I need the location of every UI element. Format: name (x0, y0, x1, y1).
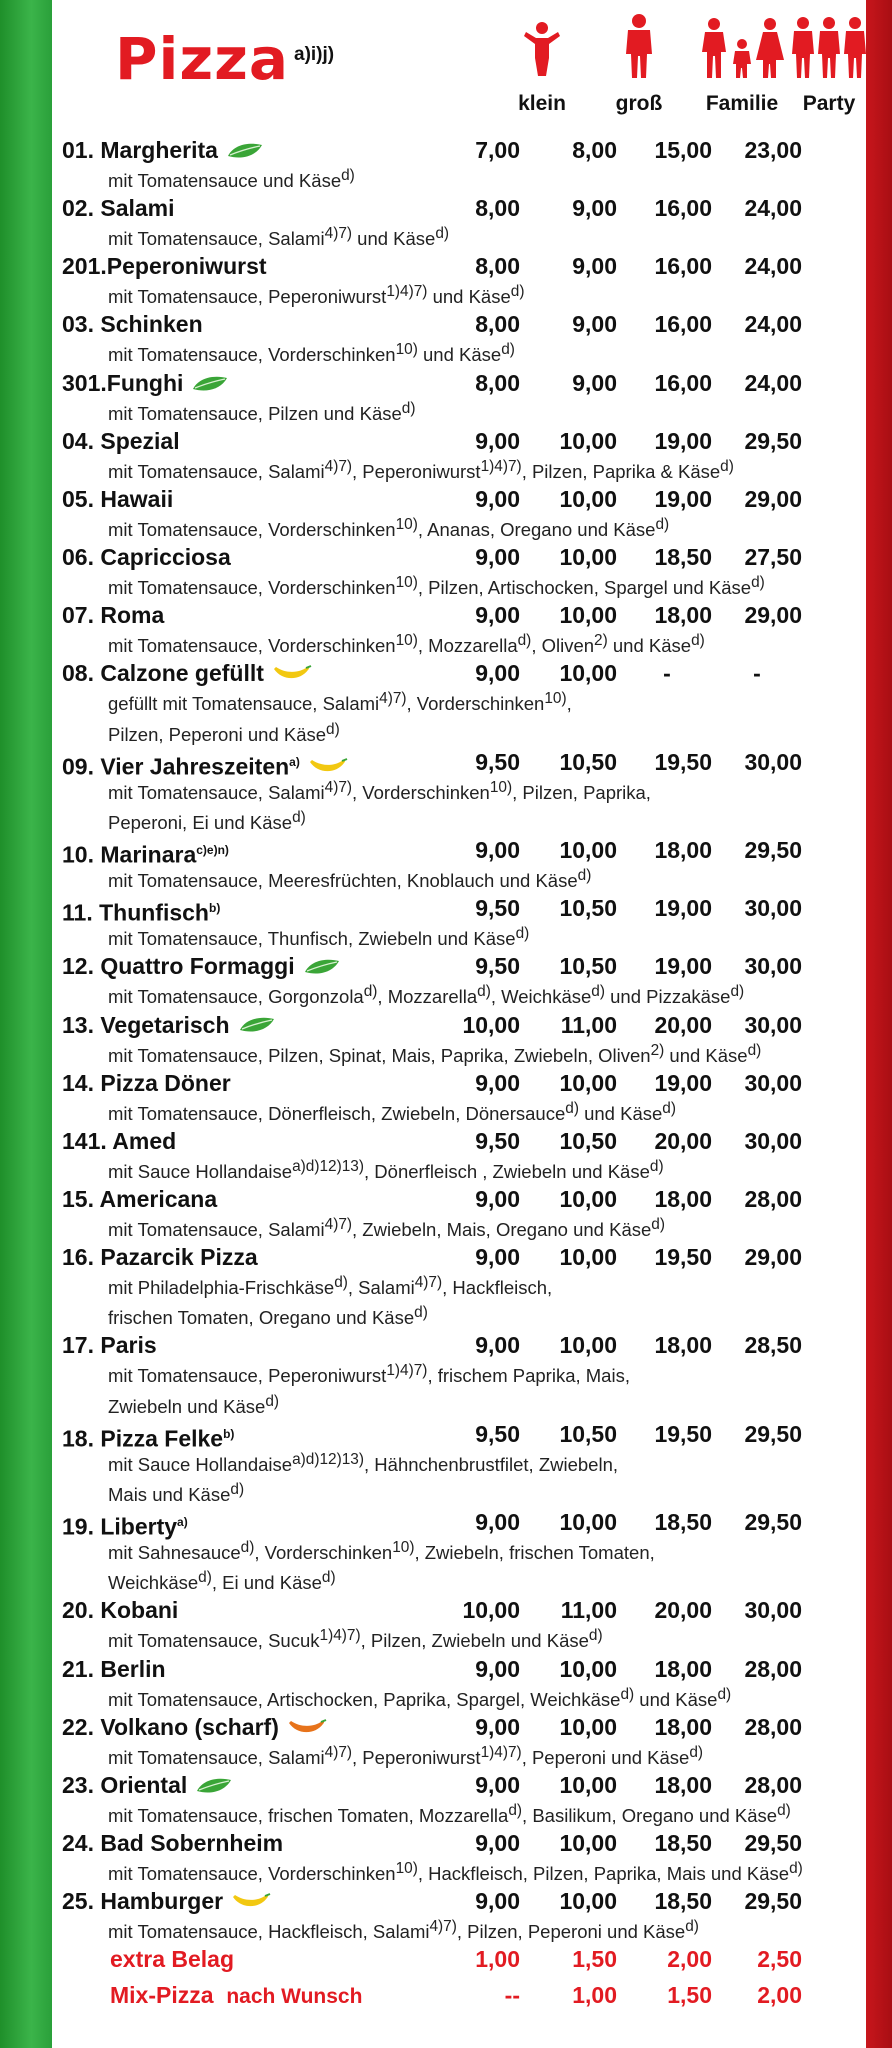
price-klein: 9,00 (475, 1655, 520, 1682)
menu-item-line (52, 135, 866, 165)
menu-item-name: 03. Schinken (62, 311, 203, 338)
menu-item-line (52, 1712, 866, 1742)
price-familie: 18,00 (654, 602, 712, 629)
size-label-klein: klein (518, 92, 566, 115)
menu-item-name: 10. Marinara$^{c)e)n)}$ (62, 841, 229, 868)
price-party: 28,50 (744, 1332, 802, 1359)
red-stripe (866, 0, 892, 2048)
menu-item-line (52, 1595, 866, 1625)
price-groß: 10,00 (559, 1244, 617, 1271)
price-familie: 18,00 (654, 1655, 712, 1682)
menu-item-line (52, 600, 866, 630)
price-klein: 9,00 (475, 1244, 520, 1271)
menu-item (52, 747, 866, 835)
menu-item-description: mit Tomatensauce, Pilzen, Spinat, Mais, Paprika, Zwiebeln, Oliven$^{2)}$ und Käse$^{d)}$ (108, 1041, 762, 1066)
price-klein: 9,00 (475, 1713, 520, 1740)
menu-item (52, 1184, 866, 1242)
price-groß: 10,00 (559, 660, 617, 687)
menu-item-line (52, 426, 866, 456)
menu-item-name: 21. Berlin (62, 1655, 166, 1682)
price-familie: 18,50 (654, 544, 712, 571)
price-party: 29,00 (744, 1244, 802, 1271)
menu-item (52, 368, 866, 426)
menu-item-description: mit Tomatensauce, Peperoniwurst$^{1)4)7)}$ und Käse$^{d)}$ (108, 283, 525, 308)
extra-row (52, 1944, 866, 1980)
menu-item-line (52, 542, 866, 572)
menu-item-line (52, 747, 866, 780)
menu-item-allergens: b) (208, 901, 221, 916)
extra-price: 1,00 (475, 1946, 520, 1973)
menu-item (52, 1886, 866, 1944)
title-allergen-note: a)i)j) (294, 44, 335, 65)
price-klein: 9,00 (475, 1509, 520, 1536)
price-party: 29,50 (744, 1509, 802, 1536)
price-party: - (753, 660, 761, 687)
price-party: 27,50 (744, 544, 802, 571)
menu-item-description: mit Tomatensauce, Meeresfrüchten, Knoblauch und Käse$^{d)}$ (108, 867, 592, 892)
price-party: 30,00 (744, 1069, 802, 1096)
menu-item-line (52, 1507, 866, 1540)
menu-item-name: 20. Kobani (62, 1597, 179, 1624)
menu-item (52, 542, 866, 600)
price-groß: 10,00 (559, 1771, 617, 1798)
price-klein: 9,50 (475, 1127, 520, 1154)
extra-price: -- (504, 1982, 520, 2009)
price-groß: 10,00 (559, 1509, 617, 1536)
price-familie: 16,00 (654, 195, 712, 222)
price-klein: 9,00 (475, 1888, 520, 1915)
extra-price: 1,50 (667, 1982, 712, 2009)
price-groß: 8,00 (572, 137, 617, 163)
price-klein: 9,00 (475, 1830, 520, 1856)
menu-item-line (52, 1330, 866, 1360)
price-party: 29,50 (744, 1830, 802, 1856)
price-familie: 19,50 (654, 1244, 712, 1271)
menu-item-name: 19. Liberty$^{a)}$ (62, 1513, 188, 1540)
menu-item-name: 07. Roma (62, 602, 165, 629)
price-groß: 10,00 (559, 1713, 617, 1740)
pizza-list (52, 135, 866, 2016)
menu-item-line (52, 1126, 866, 1156)
price-familie: 18,00 (654, 1713, 712, 1740)
price-groß: 9,00 (572, 311, 617, 338)
price-klein: 9,50 (475, 953, 520, 980)
peperoni-icon (231, 1888, 271, 1918)
menu-item (52, 1770, 866, 1828)
price-groß: 10,50 (559, 748, 617, 775)
menu-item (52, 1010, 866, 1068)
menu-item-name: 06. Capricciosa (62, 544, 231, 571)
price-party: 28,00 (744, 1655, 802, 1682)
menu-item-description: mit Sauce Hollandaise$^{a)d)12)13)}$, Hähnchenbrustfilet, Zwiebeln, Mais und Käse$^{d)}$ (108, 1450, 619, 1506)
menu-item-line (52, 951, 866, 981)
price-groß: 10,00 (559, 1069, 617, 1096)
price-familie: - (663, 660, 671, 687)
menu-item (52, 309, 866, 367)
price-klein: 9,00 (475, 1332, 520, 1359)
menu-item-line (52, 1828, 866, 1858)
price-groß: 9,00 (572, 195, 617, 222)
menu-item-line (52, 484, 866, 514)
menu-item-line (52, 309, 866, 339)
price-klein: 9,50 (475, 895, 520, 922)
price-familie: 16,00 (654, 311, 712, 338)
price-klein: 10,00 (462, 1011, 520, 1038)
menu-item-description: mit Tomatensauce, Vorderschinken$^{10)}$, Ananas, Oregano und Käse$^{d)}$ (108, 515, 670, 541)
menu-item (52, 1068, 866, 1126)
menu-item-description: mit Tomatensauce, Pilzen und Käse$^{d)}$ (108, 399, 416, 424)
price-groß: 9,00 (572, 253, 617, 280)
price-party: 30,00 (744, 1127, 802, 1154)
menu-item-name: 15. Americana (62, 1185, 218, 1212)
menu-item-description: mit Tomatensauce, Hackfleisch, Salami$^{4)7)}$, Pilzen, Peperoni und Käse$^{d)}$ (108, 1918, 699, 1943)
price-familie: 18,50 (654, 1830, 712, 1856)
menu-item (52, 600, 866, 658)
menu-item-name: 23. Oriental (62, 1770, 233, 1802)
price-groß: 10,00 (559, 1830, 617, 1856)
price-familie: 20,00 (654, 1597, 712, 1624)
menu-item-allergens: b) (223, 1426, 235, 1441)
price-groß: 10,00 (559, 1185, 617, 1212)
menu-item-description: mit Tomatensauce, Dönerfleisch, Zwiebeln, Dönersauce$^{d)}$ und Käse$^{d)}$ (108, 1099, 676, 1124)
menu-item-name: 141. Amed (62, 1127, 177, 1154)
small-person-icon (522, 14, 562, 78)
menu-item-name: 13. Vegetarisch (62, 1010, 276, 1042)
extra-price: 1,50 (572, 1946, 617, 1973)
price-party: 28,00 (744, 1771, 802, 1798)
price-party: 30,00 (744, 895, 802, 922)
menu-item-name: 18. Pizza Felke$^{b)}$ (62, 1425, 235, 1452)
menu-item-name: 02. Salami (62, 195, 175, 222)
menu-item-line (52, 1184, 866, 1214)
price-klein: 9,00 (475, 1069, 520, 1096)
price-klein: 8,00 (475, 369, 520, 396)
price-familie: 19,00 (654, 427, 712, 454)
price-familie: 18,00 (654, 1332, 712, 1359)
menu-item-name: 25. Hamburger (62, 1886, 271, 1918)
menu-item-line (52, 1242, 866, 1272)
price-groß: 9,00 (572, 369, 617, 396)
menu-item-name: 14. Pizza Döner (62, 1069, 231, 1096)
menu-item (52, 135, 866, 193)
price-klein: 8,00 (475, 311, 520, 338)
price-familie: 18,50 (654, 1888, 712, 1915)
price-groß: 10,00 (559, 427, 617, 454)
menu-item (52, 251, 866, 309)
adult-person-icon (619, 14, 659, 78)
price-groß: 11,00 (560, 1597, 617, 1624)
vegetarian-leaf-icon (238, 1011, 276, 1041)
menu-item-name: 04. Spezial (62, 427, 180, 454)
menu-item-description: mit Philadelphia-Frischkäse$^{d)}$, Salami$^{4)7)}$, Hackfleisch, frischen Tomaten, Oregano und Käse$^{d)}$ (108, 1274, 553, 1329)
price-klein: 9,50 (475, 748, 520, 775)
menu-item-description: mit Tomatensauce, Vorderschinken$^{10)}$, Hackfleisch, Pilzen, Paprika, Mais und Käse$^{d)}$ (108, 1860, 803, 1885)
price-party: 29,50 (744, 837, 802, 864)
party-group-icon (790, 14, 868, 78)
size-column-gross (604, 14, 674, 116)
menu-item-line (52, 1419, 866, 1452)
chili-pepper-icon (287, 1714, 327, 1744)
price-klein: 9,00 (475, 837, 520, 864)
menu-item-line (52, 1654, 866, 1684)
price-familie: 15,00 (654, 137, 712, 163)
menu-item (52, 1419, 866, 1507)
menu-item-description: mit Tomatensauce, Vorderschinken$^{10)}$ und Käse$^{d)}$ (108, 341, 515, 366)
page-title: Pizza (115, 25, 290, 93)
menu-item-name: 05. Hawaii (62, 485, 174, 512)
menu-item (52, 1595, 866, 1653)
green-stripe (0, 0, 52, 2048)
menu-item (52, 893, 866, 951)
price-party: 30,00 (744, 748, 802, 775)
price-klein: 10,00 (462, 1597, 520, 1624)
size-column-klein (507, 14, 577, 116)
price-party: 28,00 (744, 1713, 802, 1740)
price-party: 30,00 (744, 1597, 802, 1624)
size-label-gross: groß (615, 92, 663, 115)
price-groß: 10,50 (559, 953, 617, 980)
menu-item-line (52, 1770, 866, 1800)
menu-item-name: 201.Peperoniwurst (62, 253, 267, 280)
price-familie: 18,00 (654, 1185, 712, 1212)
menu-item-description: mit Tomatensauce, Salami$^{4)7)}$, Zwiebeln, Mais, Oregano und Käse$^{d)}$ (108, 1215, 665, 1241)
menu-item (52, 1330, 866, 1418)
price-familie: 20,00 (654, 1127, 712, 1154)
price-party: 29,50 (744, 1420, 802, 1447)
menu-item-description: mit Tomatensauce, Thunfisch, Zwiebeln und Käse$^{d)}$ (108, 925, 530, 950)
menu-item-name: 08. Calzone gefüllt (62, 658, 312, 690)
price-familie: 19,00 (654, 1069, 712, 1096)
menu-item-name: 16. Pazarcik Pizza (62, 1244, 258, 1271)
price-groß: 10,50 (559, 895, 617, 922)
menu-item-line (52, 658, 866, 688)
menu-item-description: mit Sauce Hollandaise$^{a)d)12)13)}$, Dönerfleisch , Zwiebeln und Käse$^{d)}$ (108, 1157, 664, 1182)
price-familie: 19,50 (654, 1420, 712, 1447)
price-party: 29,50 (744, 1888, 802, 1915)
vegetarian-leaf-icon (195, 1772, 233, 1802)
price-party: 24,00 (744, 311, 802, 338)
price-groß: 10,00 (559, 602, 617, 629)
peperoni-icon (272, 660, 312, 690)
menu-item-line (52, 893, 866, 926)
menu-header (52, 0, 866, 130)
family-icon (700, 14, 784, 78)
menu-item-description: mit Tomatensauce, Salami$^{4)7)}$, Peperoniwurst$^{1)4)7)}$, Peperoni und Käse$^{d)}$ (108, 1743, 704, 1768)
price-party: 30,00 (744, 953, 802, 980)
price-groß: 10,50 (559, 1127, 617, 1154)
price-klein: 9,00 (475, 485, 520, 512)
price-familie: 18,50 (654, 1509, 712, 1536)
extra-name-suffix: nach Wunsch (226, 1985, 363, 2009)
menu-item-description: gefüllt mit Tomatensauce, Salami$^{4)7)}$, Vorderschinken$^{10)}$, Pilzen, Peperoni und Käse$^{d)}$ (108, 690, 572, 745)
price-klein: 9,00 (475, 1185, 520, 1212)
menu-item-description: mit Tomatensauce und Käse$^{d)}$ (108, 167, 355, 192)
menu-item-name: 17. Paris (62, 1332, 157, 1359)
vegetarian-leaf-icon (191, 370, 229, 400)
menu-item-line (52, 193, 866, 223)
menu-item-description: mit Tomatensauce, frischen Tomaten, Mozzarella$^{d)}$, Basilikum, Oregano und Käse$^{d)}$ (108, 1801, 791, 1826)
menu-item-allergens: c)e)n) (196, 843, 229, 858)
price-klein: 9,00 (475, 427, 520, 454)
extra-price: 2,50 (757, 1946, 802, 1973)
price-klein: 9,00 (475, 602, 520, 629)
price-klein: 9,00 (475, 660, 520, 687)
extra-price: 2,00 (757, 1982, 802, 2009)
price-party: 24,00 (744, 253, 802, 280)
size-column-party (789, 14, 869, 116)
menu-item-line (52, 368, 866, 398)
menu-item-description: mit Tomatensauce, Peperoniwurst$^{1)4)7)}$, frischem Paprika, Mais, Zwiebeln und Käse$^{d)}$ (108, 1362, 630, 1417)
price-party: 29,50 (744, 427, 802, 454)
menu-item-description: mit Tomatensauce, Salami$^{4)7)}$ und Käse$^{d)}$ (108, 225, 450, 250)
menu-item (52, 426, 866, 484)
menu-item-name: 22. Volkano (scharf) (62, 1712, 327, 1744)
size-label-familie: Familie (705, 92, 779, 115)
price-groß: 10,50 (559, 1420, 617, 1447)
menu-item-description: mit Sahnesauce$^{d)}$, Vorderschinken$^{10)}$, Zwiebeln, frischen Tomaten, Weichkäse$^{d)}$, Ei und Käse$^{d)}$ (108, 1539, 655, 1594)
menu-item-name: 301.Funghi (62, 368, 229, 400)
menu-item-description: mit Tomatensauce, Salami$^{4)7)}$, Vorderschinken$^{10)}$, Pilzen, Paprika, Peperoni, Ei und Käse$^{d)}$ (108, 778, 651, 834)
price-familie: 19,00 (654, 895, 712, 922)
price-familie: 18,00 (654, 837, 712, 864)
menu-item (52, 1126, 866, 1184)
menu-item-description: mit Tomatensauce, Vorderschinken$^{10)}$, Mozzarella$^{d)}$, Oliven$^{2)}$ und Käse$^{d)}$ (108, 632, 705, 657)
menu-item (52, 1828, 866, 1886)
price-party: 30,00 (744, 1011, 802, 1038)
price-groß: 10,00 (559, 1655, 617, 1682)
price-klein: 8,00 (475, 253, 520, 280)
menu-sheet (52, 0, 866, 2048)
extra-price: 1,00 (572, 1982, 617, 2009)
price-familie: 18,00 (654, 1771, 712, 1798)
menu-item-name: 11. Thunfisch$^{b)}$ (62, 899, 221, 926)
size-label-party: Party (802, 92, 856, 115)
price-party: 24,00 (744, 195, 802, 222)
menu-item-description: mit Tomatensauce, Salami$^{4)7)}$, Peperoniwurst$^{1)4)7)}$, Pilzen, Paprika & Käse$^{d)}$ (108, 457, 734, 482)
extra-price: 2,00 (667, 1946, 712, 1973)
menu-item (52, 193, 866, 251)
extra-name: extra Belag (110, 1946, 235, 1973)
price-groß: 10,00 (559, 837, 617, 864)
menu-item (52, 484, 866, 542)
menu-item-name: 24. Bad Sobernheim (62, 1830, 284, 1856)
menu-item (52, 658, 866, 746)
price-familie: 16,00 (654, 369, 712, 396)
price-groß: 11,00 (560, 1011, 617, 1038)
vegetarian-leaf-icon (303, 953, 341, 983)
menu-item-line (52, 1068, 866, 1098)
menu-item-allergens: a) (289, 754, 300, 769)
menu-item-description: mit Tomatensauce, Sucuk$^{1)4)7)}$, Pilzen, Zwiebeln und Käse$^{d)}$ (108, 1627, 603, 1652)
price-klein: 9,00 (475, 1771, 520, 1798)
menu-item-name: 12. Quattro Formaggi (62, 951, 341, 983)
price-familie: 20,00 (654, 1011, 712, 1038)
peperoni-icon (308, 753, 348, 783)
extra-name: Mix-Pizza nach Wunsch (110, 1982, 363, 2009)
menu-item (52, 1242, 866, 1330)
price-party: 23,00 (744, 137, 802, 163)
vegetarian-leaf-icon (226, 137, 264, 167)
menu-item-line (52, 835, 866, 868)
price-familie: 16,00 (654, 253, 712, 280)
price-party: 24,00 (744, 369, 802, 396)
menu-item-description: mit Tomatensauce, Vorderschinken$^{10)}$, Pilzen, Artischocken, Spargel und Käse$^{d)}$ (108, 574, 765, 599)
menu-item (52, 1507, 866, 1595)
price-party: 29,00 (744, 485, 802, 512)
menu-item (52, 1654, 866, 1712)
menu-item-line (52, 1886, 866, 1916)
size-column-familie (697, 14, 787, 116)
menu-item-allergens: a) (177, 1515, 188, 1530)
menu-item-name: 01. Margherita (62, 135, 264, 167)
menu-item (52, 951, 866, 1009)
price-party: 28,00 (744, 1185, 802, 1212)
price-groß: 10,00 (559, 1332, 617, 1359)
price-groß: 10,00 (559, 544, 617, 571)
price-groß: 10,00 (559, 485, 617, 512)
menu-item-line (52, 251, 866, 281)
price-klein: 9,50 (475, 1420, 520, 1447)
menu-item-description: mit Tomatensauce, Gorgonzola$^{d)}$, Mozzarella$^{d)}$, Weichkäse$^{d)}$ und Pizzakäse$^{d)}$ (108, 983, 745, 1008)
price-familie: 19,00 (654, 485, 712, 512)
price-groß: 10,00 (559, 1888, 617, 1915)
price-party: 29,00 (744, 602, 802, 629)
price-klein: 9,00 (475, 544, 520, 571)
price-familie: 19,50 (654, 748, 712, 775)
extra-row (52, 1980, 866, 2016)
menu-item-description: mit Tomatensauce, Artischocken, Paprika, Spargel, Weichkäse$^{d)}$ und Käse$^{d)}$ (108, 1685, 732, 1710)
price-familie: 19,00 (654, 953, 712, 980)
menu-item-line (52, 1010, 866, 1040)
menu-item (52, 835, 866, 893)
menu-item (52, 1712, 866, 1770)
price-klein: 7,00 (475, 137, 520, 163)
menu-item-name: 09. Vier Jahreszeiten$^{a)}$ (62, 747, 348, 784)
price-klein: 8,00 (475, 195, 520, 222)
